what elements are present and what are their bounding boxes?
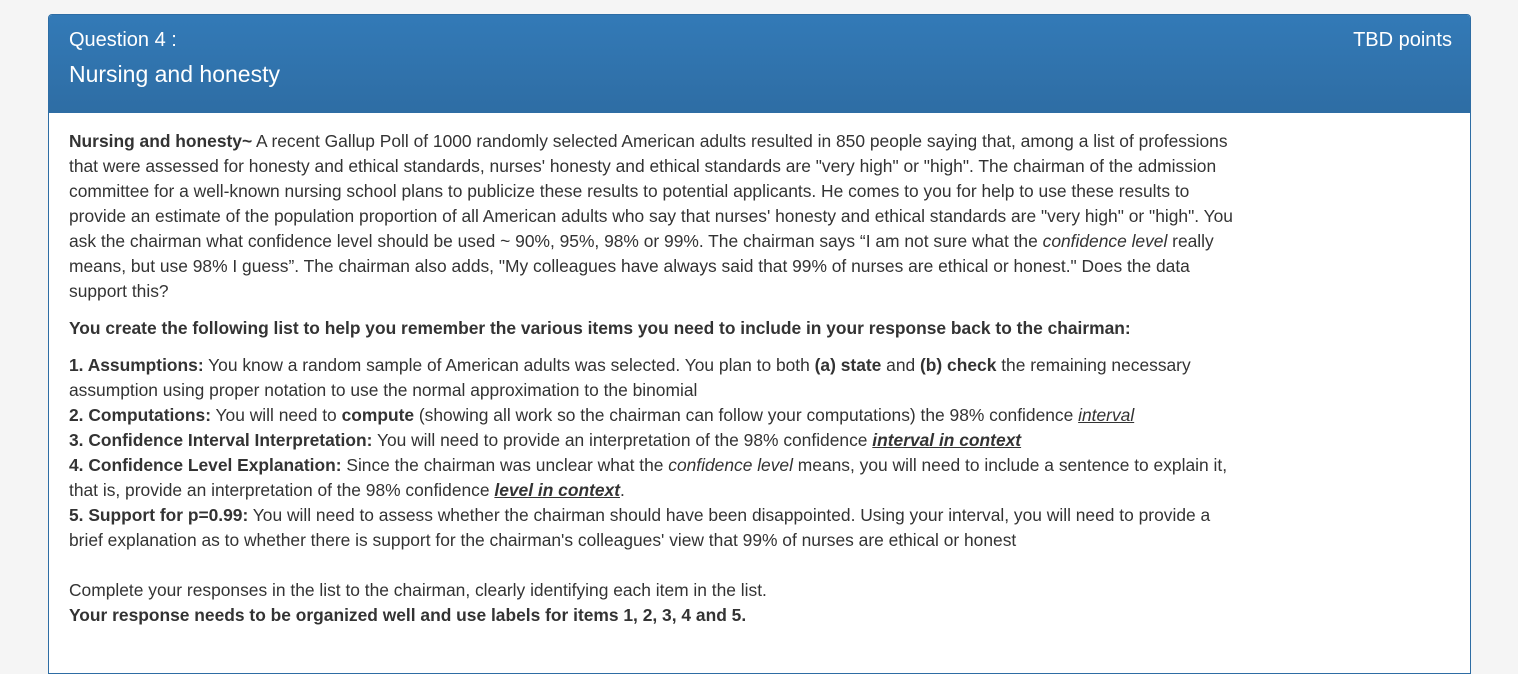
item-text: You will need to provide an interpretation of the 98% confidence xyxy=(372,430,873,450)
scenario-paragraph xyxy=(69,129,1244,304)
question-panel xyxy=(48,14,1471,674)
list-item-assumptions xyxy=(69,353,1244,403)
item-text: You will need to xyxy=(211,405,342,425)
question-title: Nursing and honesty xyxy=(69,61,280,87)
scenario-text-a: A recent Gallup Poll of 1000 randomly selected American adults resulted in 850 people saying that, among a list of professions that were assessed for honesty and ethical standards, nurses' honesty and ethical standards are "very high" or "high". The chairman of the admission committee for a well-known nursing school plans to publicize these results to potential applicants. He comes to you for help to use these results to provide an estimate of the population proportion of all American adults who say that nurses' honesty and ethical standards are "very high" or "high". You ask the chairman what confidence level should be used ~ 90%, 95%, 98% or 99%. The chairman says “I am not sure what the xyxy=(69,131,1233,251)
item-bold-underlined: level in context xyxy=(494,480,621,500)
list-intro: You create the following list to help you remember the various items you need to include in your response back to the chairman: xyxy=(69,318,1131,338)
item-underlined: interval xyxy=(1078,405,1135,425)
item-text: . xyxy=(620,480,625,500)
scenario-text-b: really means, but use 98% I guess”. The chairman also adds, "My colleagues have always said that 99% of nurses are ethical or honest." Does the data support this? xyxy=(69,231,1214,301)
question-header xyxy=(49,15,1470,113)
question-number: Question 4 : xyxy=(69,29,177,51)
question-points: TBD points xyxy=(1353,29,1452,51)
item-text: You will need to assess whether the chairman should have been disappointed. Using your interval, you will need to provide a brief explanation as to whether there is support for the chairman's colleagues' view that 99% of nurses are ethical or honest xyxy=(69,505,1211,550)
list-item-support xyxy=(69,503,1244,553)
list-item-cl-explanation xyxy=(69,453,1244,503)
item-text: means, you will need to include a sentence to explain it, that is, provide an interpretation of the 98% confidence xyxy=(69,455,1228,500)
scenario-italic: confidence level xyxy=(1042,231,1168,251)
item-text: and xyxy=(881,355,921,375)
item-italic: confidence level xyxy=(668,455,793,475)
item-bold: (a) state xyxy=(814,355,882,375)
closing-bold-text xyxy=(69,603,1244,628)
scenario-lead: Nursing and honesty~ xyxy=(69,131,253,151)
item-text: the remaining necessary assumption using proper notation to use the normal approximation to the binomial xyxy=(69,355,1191,400)
closing-bold: Your response needs to be organized well and use labels for items 1, 2, 3, 4 and 5. xyxy=(69,605,747,625)
list-item-ci-interpretation xyxy=(69,428,1244,453)
item-label: 5. Support for p=0.99: xyxy=(69,505,249,525)
question-body xyxy=(49,113,1264,628)
item-label: 2. Computations: xyxy=(69,405,212,425)
item-label: 3. Confidence Interval Interpretation: xyxy=(69,430,373,450)
requirements-list xyxy=(69,353,1244,553)
item-text: You know a random sample of American adults was selected. You plan to both xyxy=(203,355,815,375)
item-label: 4. Confidence Level Explanation: xyxy=(69,455,342,475)
item-bold: compute xyxy=(341,405,415,425)
item-bold: (b) check xyxy=(920,355,997,375)
list-item-computations xyxy=(69,403,1244,428)
item-label: 1. Assumptions: xyxy=(69,355,204,375)
item-text: (showing all work so the chairman can follow your computations) the 98% confidence xyxy=(414,405,1079,425)
closing-text: Complete your responses in the list to the chairman, clearly identifying each item in the list. xyxy=(69,580,767,600)
item-bold-underlined: interval in context xyxy=(872,430,1022,450)
item-text: Since the chairman was unclear what the xyxy=(341,455,669,475)
